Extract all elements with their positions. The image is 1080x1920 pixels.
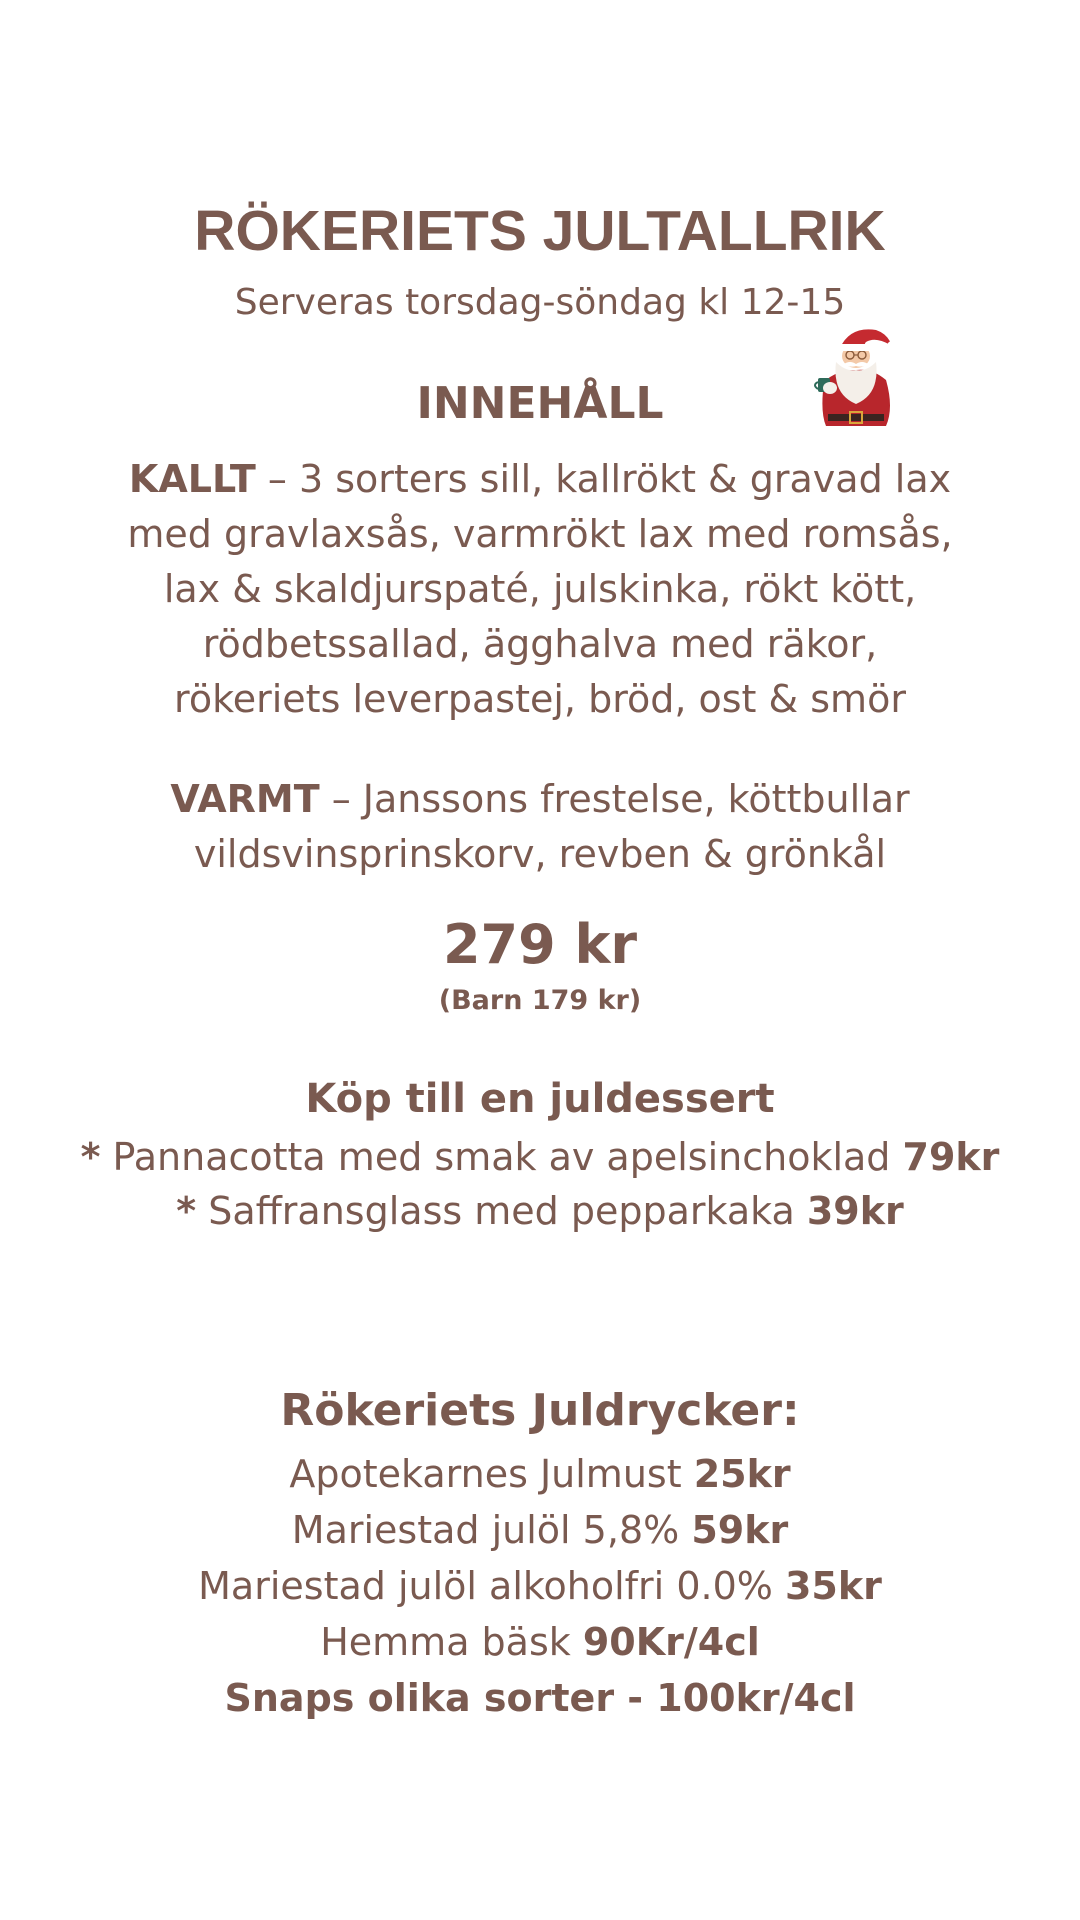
page-title: RÖKERIETS JULTALLRIK [194,199,886,263]
cold-dishes-description [0,452,1080,727]
santa-claus-icon [806,322,906,432]
main-price: 279 kr [442,913,638,976]
child-price: (Barn 179 kr) [438,985,642,1016]
contents-heading: INNEHÅLL [416,378,664,429]
cold-line-5: rökeriets leverpastej, bröd, ost & smör [174,677,906,721]
dessert-heading: Köp till en juldessert [305,1076,775,1122]
drink-item: Mariestad julöl 5,8% 59kr [291,1508,789,1552]
dessert-item: * Pannacotta med smak av apelsinchoklad 79kr [80,1135,1000,1179]
cold-line-1: KALLT – 3 sorters sill, kallrökt & gravad lax [128,457,952,501]
serving-hours: Serveras torsdag-söndag kl 12-15 [234,282,846,323]
drinks-list [0,1446,1080,1726]
dessert-item: * Saffransglass med pepparkaka 39kr [176,1189,904,1233]
dessert-list [0,1130,1080,1238]
cold-line-3: lax & skaldjurspaté, julskinka, rökt kött, [163,567,917,611]
warm-dishes-description [0,772,1080,882]
drinks-heading: Rökeriets Juldrycker: [280,1385,800,1436]
cold-line-4: rödbetssallad, ägghalva med räkor, [202,622,878,666]
snaps-item: Snaps olika sorter - 100kr/4cl [224,1676,856,1720]
drink-item: Hemma bäsk 90Kr/4cl [320,1620,760,1664]
drink-item: Apotekarnes Julmust 25kr [289,1452,791,1496]
cold-label: KALLT [128,457,256,501]
warm-line-2: vildsvinsprinskorv, revben & grönkål [193,832,887,876]
cold-line-2: med gravlaxsås, varmrökt lax med romsås, [127,512,953,556]
drink-item: Mariestad julöl alkoholfri 0.0% 35kr [198,1564,882,1608]
warm-label: VARMT [170,777,320,821]
warm-line-1: VARMT – Janssons frestelse, köttbullar [170,777,910,821]
